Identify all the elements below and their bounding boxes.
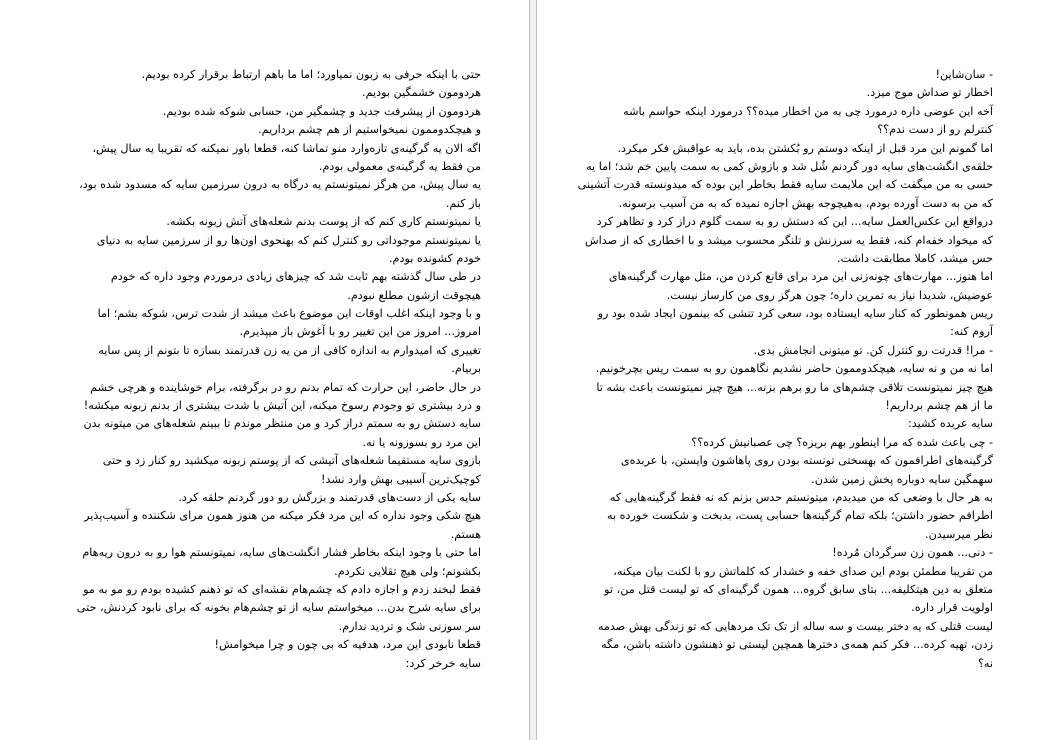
text-line: حلقه‌ی انگشت‌های سایه دور گردنم شُل شد و بازوش کمی به سمت پایین خم شد؛ اما یه (586, 159, 993, 173)
text-line: اما حتی با وجود اینکه بخاطر فشار انگشت‌های سایه، نمیتونستم هوا رو به درون ریه‌هام (82, 546, 481, 560)
text-line: - دنی... همون زن سرگردان مُرده! (832, 546, 993, 560)
text-line: کنترلم رو از دست ندم؟؟ (877, 123, 993, 137)
text-line: در حال حاضر، این حرارت که تمام بدنم رو در برگرفته، برام خوشایند‌ه و هرچی خشم (90, 380, 481, 394)
text-line: اگه الان یه گرگینه‌ی تازه‌وارد منو تماشا کنه، قطعا باور نمیکنه که تقریبا یه سال پیش، (92, 141, 481, 155)
left-page-text (41, 66, 481, 673)
text-line: هیچ چیز نمیتونست تلاقی چشم‌های ما رو برهم بزنه... هیچ چیز نمیتونست باعث بشه تا (596, 380, 993, 394)
text-line: که من به دست آورده بودم، به‌هیچوجه بهش اجازه نمیده که به من آسیب برسونه. (618, 196, 993, 210)
text-line: نظر میرسیدن. (925, 527, 993, 541)
text-line: عوضیش، شدیدا نیاز به تمرین داره؛ چون هرگز روی من کارساز نیست. (666, 288, 993, 302)
text-line: سایه خرخر کرد: (405, 656, 481, 670)
text-line: لیست قتلی که یه دختر بیست و سه ساله از تک تک مردهایی که تو زندگی بهش صدمه (597, 619, 993, 633)
text-line: اخطار تو صداش موج میزد. (866, 86, 993, 100)
text-line: سهمگین سایه دوباره پخش زمین شدن. (811, 472, 993, 486)
text-line: گرگینه‌های اطرافمون که بهسختی تونسته بودن روی پاهاشون وایستن، با عربده‌ی (620, 454, 993, 468)
text-line: بربیام. (451, 362, 481, 376)
text-line: کوچیک‌ترین آسیبی بهش وارد نشد! (321, 472, 481, 486)
text-line: که میخواد خفه‌ام کنه، فقط یه سرزنش و تلنگر محسوب میشد و با اخطاری که از صداش (584, 233, 993, 247)
left-page (0, 0, 530, 740)
text-line: اولویت قرار داره. (911, 601, 993, 615)
text-line: هستم. (450, 527, 481, 541)
text-line: آروم کنه: (950, 325, 993, 339)
text-line: بازوی سایه مستقیما شعله‌های آتیشی که از پوستم زبونه میکشید رو کنار زد و حتی (102, 454, 481, 468)
text-line: بکشونم؛ ولی هیچ تقلایی نکردم. (334, 564, 481, 578)
text-line: نه؟ (977, 656, 993, 670)
text-line: متعلق به دین هیتکلیفه... بتای سابق گروه... همون گرگینه‌ای که تو لیست قتل من، تو (604, 582, 993, 596)
text-line: سایه یکی از دست‌های قدرتمند و بزرگش رو دور گردنم حلقه کرد. (178, 490, 481, 504)
text-line: آخه این عوضی داره درمورد چی به من اخطار میده؟؟ درمورد اینکه حواسم باشه (623, 104, 993, 118)
text-line: برای سایه شرح بدن... میخواستم سایه از تو چشم‌هام بخونه که برای نابود کردنش، حتی (76, 601, 481, 615)
right-page (536, 0, 1061, 740)
text-line: سر سوزنی شک و تردید ندارم. (338, 619, 481, 633)
text-line: خودم کشونده بودم. (388, 251, 481, 265)
text-line: سایه دستش رو به سمتم دراز کرد و من منتظر موندم تا ببینم شعله‌های من میتونه بدن (83, 417, 481, 431)
text-line: یا نمیتونستم کاری کنم که از پوست بدنم شعله‌های آتش زبونه بکشه. (166, 215, 481, 229)
text-line: حس میشد، کاملا مطابقت داشت. (837, 251, 993, 265)
text-line: ریس همونطور که کنار سایه ایستاده بود، سعی کرد تنشی که بینمون ایجاد شده بود رو (597, 307, 993, 321)
text-line: یه سال پیش، من هرگز نمیتونستم یه درگاه به درون سرزمین سایه که مسدود شده بود، (79, 178, 481, 192)
text-line: هیچ شکی وجود نداره که این مرد فکر میکنه من هنوز همون مرای شکننده و آسیب‌پذیر (84, 509, 481, 523)
text-line: زدن، تهیه کرده... فکر کنم همه‌ی دخترها همچین لیستی تو ذهنشون داشته باشن، مگه (601, 638, 993, 652)
text-line: اما هنوز... مهارت‌های چونه‌زنی این مرد برای قانع کردن من، مثل مهارت گرگینه‌های (608, 270, 993, 284)
text-line: به هر حال با وضعی که من میدیدم، میتونستم حدس بزنم که نه فقط گرگینه‌هایی که (609, 490, 993, 504)
text-line: هردومون خشمگین بودیم. (362, 86, 481, 100)
text-line: ما از هم چشم برداریم! (885, 399, 993, 413)
text-line: - چی باعث شده که مرا اینطور بهم بریزه؟ چی عصبانیش کرده؟؟ (691, 435, 993, 449)
text-line: یا نمیتونستم موجوداتی رو کنترل کنم که بهنحوی اون‌ها رو از سرزمین سایه به دنیای (96, 233, 481, 247)
text-line: اطرافم حضور داشتن؛ بلکه تمام گرگینه‌ها حسابی پست، بدبخت و شکست خورده به (607, 509, 993, 523)
text-line: در طی سال گذشته بهم ثابت شد که چیزهای زیادی درموردم وجود داره که خودم (110, 270, 481, 284)
text-line: اما نه من و نه سایه، هیچکدوممون حاضر نشدیم نگاهمون رو به سمت ریس بچرخونیم. (595, 362, 993, 376)
text-line: اما گمونم این مرد قبل از اینکه دوستم رو بُکشتن بده، باید به عواقبش فکر میکرد. (617, 141, 993, 155)
text-line: - سان‌شاین! (935, 68, 993, 81)
text-line: و هیچکدوممون نمیخواستیم از هم چشم برداریم. (258, 123, 481, 137)
text-line: من تقریبا مطمئن بودم این صدای خفه و خشدار که کلماتش رو با لکنت بیان میکنه، (613, 564, 993, 578)
text-line: حسی به من میگفت که این ملایمت سایه فقط بخاطر این بوده که میدونسته قدرت آتشینی (577, 178, 993, 192)
text-line: باز کنم. (445, 196, 481, 210)
text-line: - مرا! قدرتت رو کنترل کن. تو میتونی انجامش بدی. (753, 343, 993, 357)
text-line: تغییری که امیدوارم به اندازه کافی از من یه زن قدرتمند بسازه تا بتونم از پس سایه (98, 343, 481, 357)
right-page-text (573, 66, 993, 673)
text-line: سایه عربده کشید: (907, 417, 993, 431)
text-line: فقط لبخند زدم و اجازه دادم که چشم‌هام نقشه‌ای که تو ذهنم کشیده بودم رو مو به مو (83, 582, 481, 596)
text-line: قطعا نابودی این مرد، هدفیه که بی چون و چرا میخوامش! (214, 638, 481, 652)
text-line: حتی با اینکه حرفی به زبون نمیاورد؛ اما ما باهم ارتباط برقرار کرده بودیم. (141, 68, 481, 81)
text-line: درواقع این عکس‌العمل سایه... این که دستش رو به سمت گلوم دراز کرد و تظاهر کرد (596, 215, 993, 229)
text-line: امروز... امروز من این تغییر رو با آغوش باز میپذیرم. (239, 325, 481, 339)
text-line: هیچوقت ازشون مطلع نبودم. (347, 288, 481, 302)
text-line: این مرد رو بسوزونه یا نه. (362, 435, 481, 449)
text-line: من فقط یه گرگینه‌ی معمولی بودم. (318, 159, 481, 173)
text-line: و درد بیشتری تو وجودم رسوخ میکنه، این آتیش با شدت بیشتری از بدنم زبونه میکشه! (83, 399, 481, 413)
text-line: هردومون از پیشرفت جدید و چشمگیر من، حسابی شوکه شده بودیم. (162, 104, 481, 118)
text-line: و با وجود اینکه اغلب اوقات این موضوع باعث میشد از شدت ترس، شوکه بشم؛ اما (97, 307, 481, 321)
